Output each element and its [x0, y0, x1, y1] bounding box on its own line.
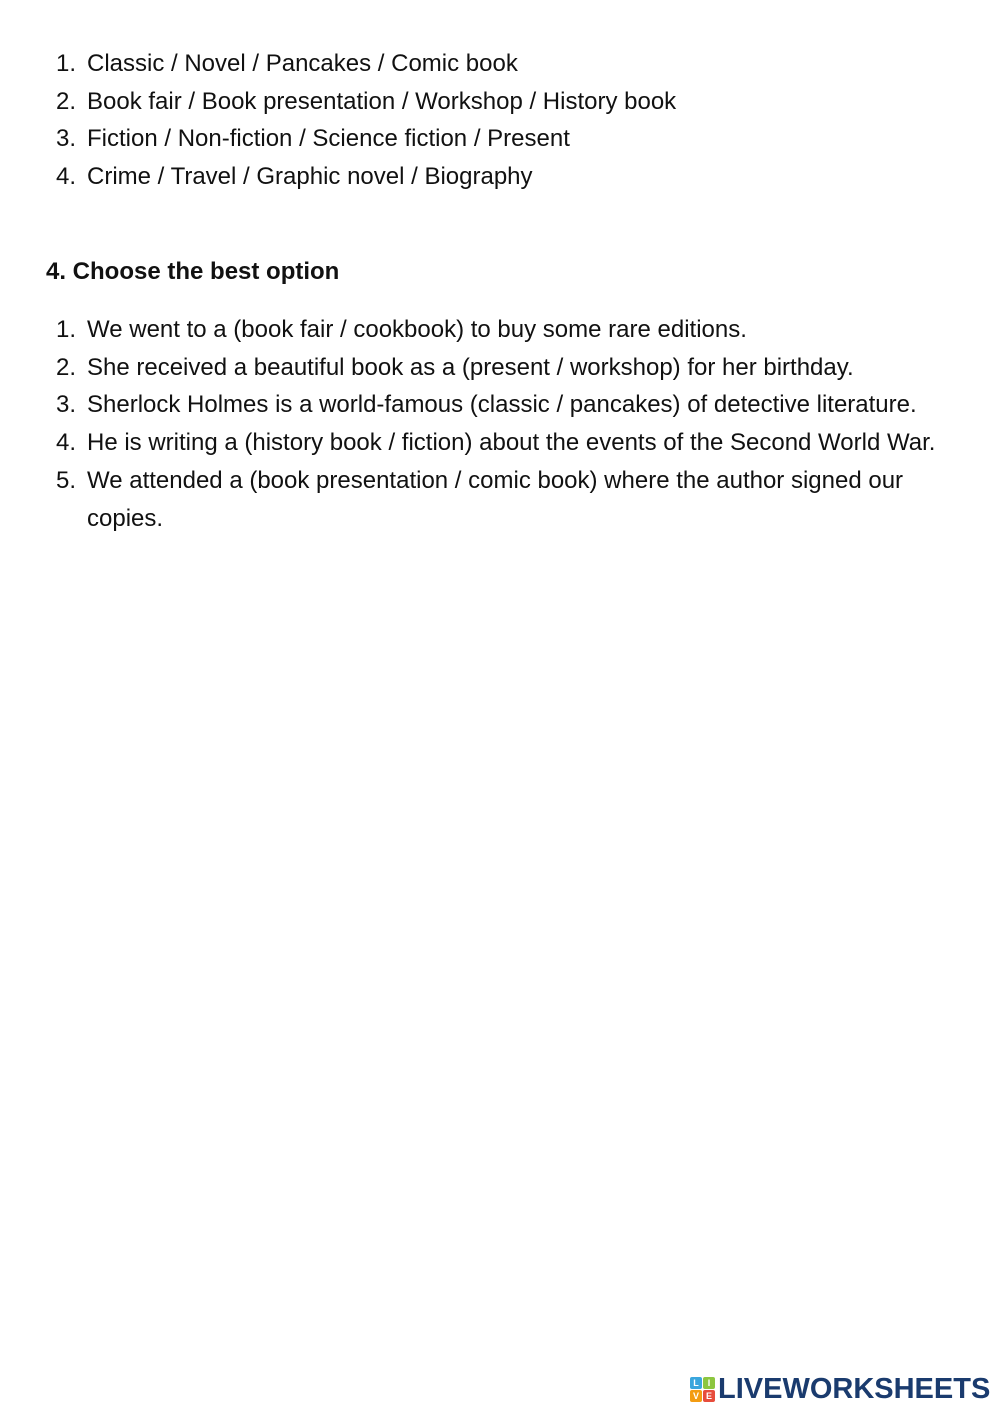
exercise-3-list — [56, 45, 947, 196]
item-number: 3. — [56, 125, 77, 153]
item-text: Book fair / Book presentation / Workshop / History book — [87, 87, 677, 115]
list-item — [56, 311, 957, 349]
item-number: 2. — [56, 87, 77, 115]
item-number: 1. — [56, 50, 77, 77]
list-item — [56, 158, 947, 196]
list-item — [56, 83, 947, 121]
item-number: 5. — [56, 466, 77, 494]
liveworksheets-logo[interactable] — [690, 1373, 990, 1405]
list-item — [56, 386, 957, 424]
list-item — [56, 120, 947, 158]
item-number: 4. — [56, 163, 77, 191]
logo-mark-letter: E — [703, 1390, 715, 1402]
logo-mark-letter: I — [703, 1377, 715, 1389]
logo-text: LIVEWORKSHEETS — [718, 1373, 991, 1405]
logo-mark-icon — [690, 1377, 715, 1402]
item-text: Sherlock Holmes is a world-famous (classic / pancakes) of detective literature. — [87, 391, 917, 419]
list-item — [56, 462, 957, 537]
item-number: 1. — [56, 316, 77, 343]
list-item — [56, 45, 947, 83]
item-number: 4. — [56, 429, 77, 457]
item-text: She received a beautiful book as a (present / workshop) for her birthday. — [87, 353, 854, 381]
item-text: We attended a (book presentation / comic book) where the author signed our copies. — [87, 466, 904, 532]
item-number: 3. — [56, 391, 77, 419]
exercise-4-list — [56, 311, 957, 537]
item-text: Crime / Travel / Graphic novel / Biography — [87, 163, 533, 191]
item-text: Fiction / Non-fiction / Science fiction / Present — [87, 125, 570, 153]
item-text: We went to a (book fair / cookbook) to buy some rare editions. — [87, 316, 747, 343]
list-item — [56, 349, 957, 387]
item-text: He is writing a (history book / fiction) about the events of the Second World War. — [87, 429, 936, 457]
logo-mark-letter: V — [690, 1390, 702, 1402]
item-number: 2. — [56, 353, 77, 381]
list-item — [56, 424, 957, 462]
item-text: Classic / Novel / Pancakes / Comic book — [87, 50, 518, 77]
exercise-4-heading: 4. Choose the best option — [46, 258, 340, 285]
logo-mark-letter: L — [690, 1377, 702, 1389]
